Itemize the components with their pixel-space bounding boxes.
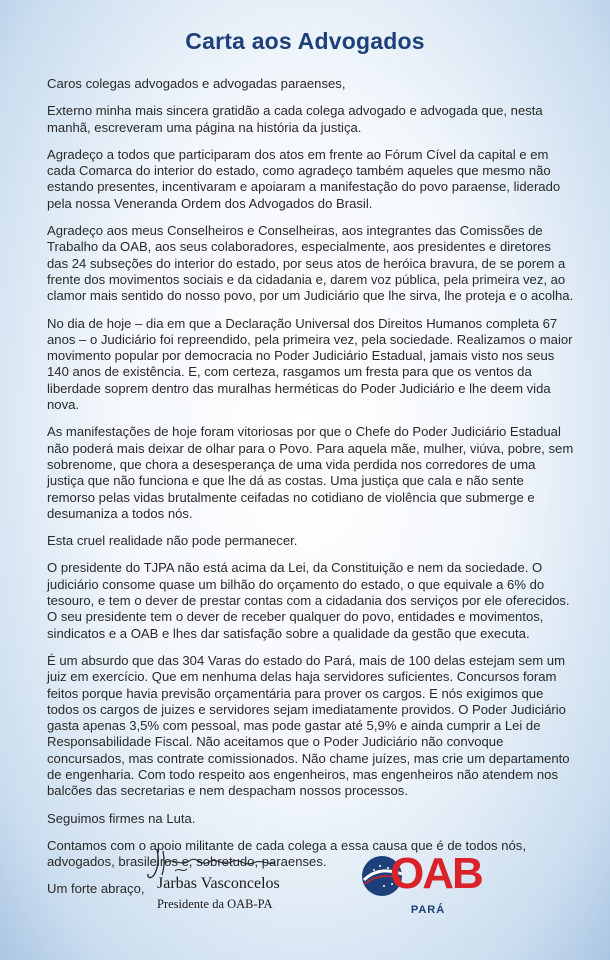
salutation: Caros colegas advogados e advogadas paraenses, xyxy=(47,76,346,91)
letter-body xyxy=(47,76,575,909)
signatory-name: Jarbas Vasconcelos xyxy=(157,875,280,892)
oab-logo xyxy=(358,848,482,926)
paragraph-participants: Agradeço a todos que participaram dos atos em frente ao Fórum Cível da capital e em cada Comarca do interior do estado, como agradeço também aqueles que mesmo não estando presentes, incentivaram e apoiaram a manifestação do povo paraense, liderado pela nossa Veneranda Ordem dos Advogados do Brasil. xyxy=(47,146,561,211)
paragraph-support: Contamos com o apoio militante de cada colega a essa causa que é de todos nós, advogados, brasileiros e, sobretudo, paraenses. xyxy=(47,837,526,870)
paragraph-firm: Seguimos firmes na Luta. xyxy=(47,810,196,826)
oab-letters: OAB xyxy=(390,849,482,898)
signatory-role: Presidente da OAB-PA xyxy=(157,897,273,911)
paragraph-gratitude: Externo minha mais sincera gratidão a cada colega advogado e advogada que, nesta manhã, escreveram uma página na história da justiça. xyxy=(47,103,543,135)
paragraph-human-rights: No dia de hoje – dia em que a Declaração Universal dos Direitos Humanos completa 67 anos – o Judiciário foi repreendido, pela primeira vez, pela sociedade. Realizamos o maior movimento popular por democracia no Poder Judiciário Estadual, jamais visto nos seus 140 anos de existência. E, com certeza, rasgamos um fresta para que os ventos da liberdade soprem dentro das muralhas herméticas do Poder Judiciário e lhe deem vida nova. xyxy=(47,315,573,413)
page-title: Carta aos Advogados xyxy=(185,28,425,54)
paragraph-tjpa: O presidente do TJPA não está acima da Lei, da Constituição e nem da sociedade. O judiciário consome quase um bilhão do orçamento do estado, o que equivale a 6% do tesouro, e tem o dever de prestar contas com a cidadania dos serviços por ele oferecidos. O seu presidente tem o dever de receber qualquer do povo, entidades e movimentos, sindicatos e a OAB e lhes dar satisfação sobre a qualidade da gestão que executa. xyxy=(47,560,570,641)
paragraph-manifestations: As manifestações de hoje foram vitoriosas por que o Chefe do Poder Judiciário Estadual não poderá mais deixar de olhar para o Povo. Para aquela mãe, mulher, viúva, pobre, sem sobrenome, que chora a desesperança de uma vida perdida nos corredores de uma justiça que não funciona e que lhe dá as costas. Uma justiça que cala e não sente remorso pelas vidas brutalmente ceifadas no cotidiano de violência que submerge e desumaniza a todos nós. xyxy=(47,424,574,521)
paragraph-councillors: Agradeço aos meus Conselheiros e Conselheiras, aos integrantes das Comissões de Trabalho da OAB, aos seus colaboradores, especialmente, aos presidentes e diretores das 24 subseções do interior do estado, por seus atos de heróica bravura, de se porem a frente dos movimentos sociais e da cidadania e, darem voz pública, pela primeira vez, ao clamor mais sentido do nosso povo, por um Judiciário que lhe sirva, lhe proteja e o acolha. xyxy=(47,223,574,304)
closing: Um forte abraço, xyxy=(47,881,145,897)
paragraph-absurd: É um absurdo que das 304 Varas do estado do Pará, mais de 100 delas estejam sem um juiz em exercício. Que em nenhuma delas haja servidores suficientes. Concursos foram feitos porque havia previsão orçamentária para prover os cargos. E nós exigimos que todos os cargos de juizes e servidores sejam imediatamente providos. O Poder Judiciário gasta apenas 3,5% com pessoal, mas pode gastar até 5,9% e ainda cumprir a Lei de Responsabilidade Fiscal. Não aceitamos que o Poder Judiciário não convoque concursados, mas contrate comissionados. Não chame juízes, mas crie um departamento de engenharia. Com todo respeito aos engenheiros, mas engenheiros não atendem nos balcões das secretarias e nem despacham nossos processos. xyxy=(47,652,570,799)
paragraph-cruel-reality: Esta cruel realidade não pode permanecer. xyxy=(47,533,298,549)
oab-state: PARÁ xyxy=(410,904,446,916)
signature-block xyxy=(145,845,315,930)
